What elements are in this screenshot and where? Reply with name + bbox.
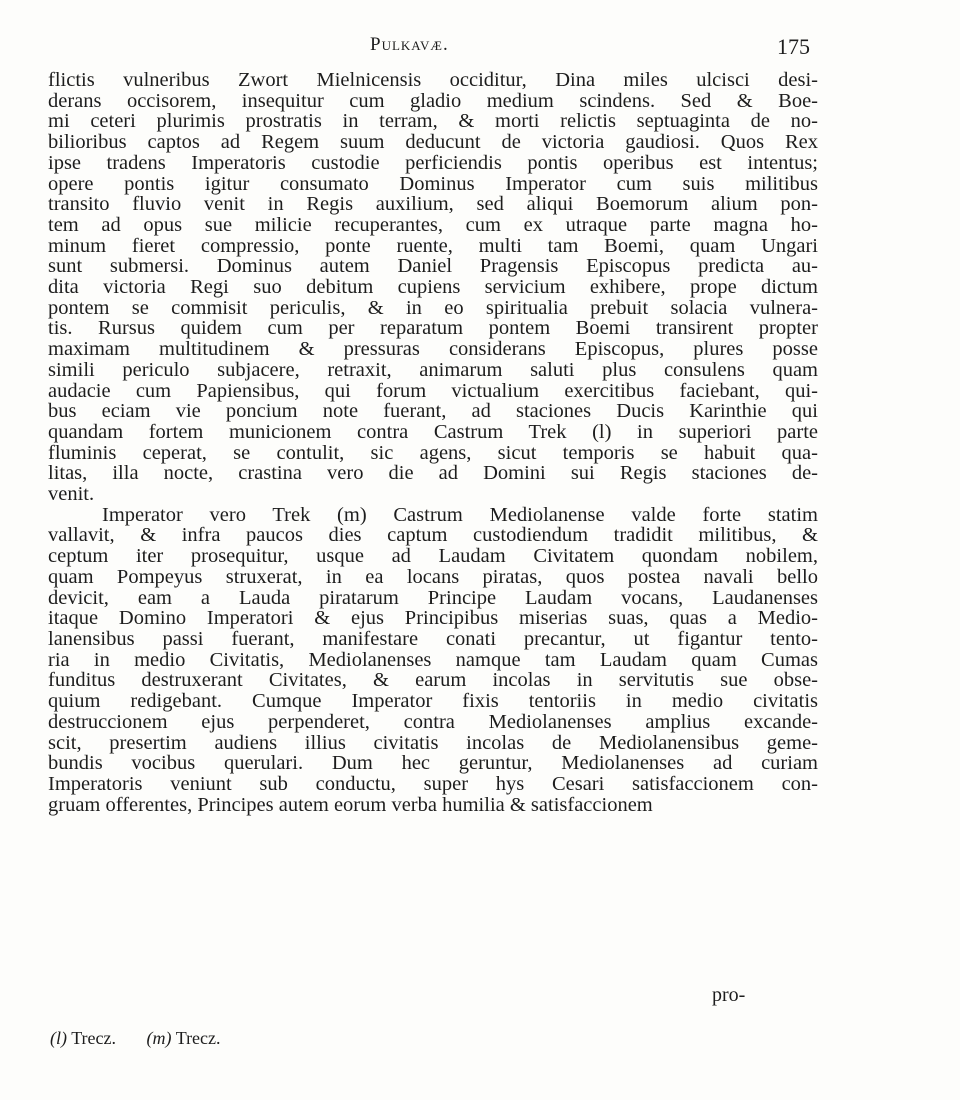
footnote-l: [50, 1028, 116, 1049]
text-line: quium redigebant. Cumque Imperator fixis tentoriis in medio civitatis: [48, 690, 818, 713]
text-line: maximam multitudinem & pressuras considerans Episcopus, plures posse: [48, 338, 818, 361]
text-line: quandam fortem municionem contra Castrum Trek (l) in superiori parte: [48, 420, 818, 443]
text-line: Imperator vero Trek (m) Castrum Mediolanense valde forte statim: [102, 503, 818, 526]
text-line: audacie cum Papiensibus, qui forum victualium exercitibus faciebant, qui-: [48, 379, 818, 402]
text-line: itaque Domino Imperatori & ejus Principibus miserias suas, quas a Medio-: [48, 607, 818, 630]
footnote-m: [147, 1028, 221, 1049]
text-line: transito fluvio venit in Regis auxilium, sed aliqui Boemorum alium pon-: [48, 193, 818, 216]
footnotes: [50, 1028, 750, 1049]
text-line: quam Pompeyus struxerat, in ea locans piratas, quos postea navali bello: [48, 565, 818, 588]
text-line: minum fieret compressio, ponte ruente, multi tam Boemi, quam Ungari: [48, 234, 818, 257]
footnote-mark: (l): [50, 1028, 67, 1048]
text-line: bilioribus captos ad Regem suum deducunt de victoria gaudiosi. Quos Rex: [48, 131, 818, 154]
text-line: litas, illa nocte, crastina vero die ad Domini sui Regis staciones de-: [48, 462, 818, 485]
text-line: mi ceteri plurimis prostratis in terram, & morti relictis septuaginta de no-: [48, 110, 818, 133]
text-line: ria in medio Civitatis, Mediolanenses namque tam Laudam quam Cumas: [48, 648, 818, 671]
text-line: gruam offerentes, Principes autem eorum verba humilia & satisfaccionem: [48, 793, 653, 816]
running-head: [0, 34, 960, 64]
catchword: pro-: [712, 984, 746, 1006]
text-line: tis. Rursus quidem cum per reparatum pontem Boemi transirent propter: [48, 317, 818, 340]
text-line: vallavit, & infra paucos dies captum custodiendum tradidit militibus, &: [48, 524, 818, 547]
text-line: fluminis ceperat, se contulit, sic agens, sicut temporis se habuit qua-: [48, 441, 818, 464]
footnote-text: Trecz.: [71, 1028, 117, 1048]
footnote-mark: (m): [146, 1028, 172, 1048]
text-line: simili periculo subjacere, retraxit, animarum saluti plus consulens quam: [48, 358, 818, 381]
body-text: [48, 70, 818, 815]
text-line: sunt submersi. Dominus autem Daniel Pragensis Episcopus predicta au-: [48, 255, 818, 278]
text-line: dita victoria Regi suo debitum cupiens servicium exhibere, prope dictum: [48, 276, 818, 299]
text-line: venit.: [48, 483, 95, 506]
text-line: bundis vocibus querulari. Dum hec geruntur, Mediolanenses ad curiam: [48, 752, 818, 775]
text-line: funditus destruxerant Civitates, & earum incolas in servitutis sue obse-: [48, 669, 818, 692]
text-line: devicit, eam a Lauda piratarum Principe Laudam vocans, Laudanenses: [48, 586, 818, 609]
text-line: lanensibus passi fuerant, manifestare conati precantur, ut figantur tento-: [48, 627, 818, 650]
page-number: 175: [777, 34, 810, 59]
text-line: derans occisorem, insequitur cum gladio medium scindens. Sed & Boe-: [48, 89, 818, 112]
footnote-text: Trecz.: [175, 1028, 221, 1048]
text-line: ipse tradens Imperatoris custodie perficiendis pontis operibus est intentus;: [48, 151, 818, 174]
text-line: opere pontis igitur consumato Dominus Imperator cum suis militibus: [48, 172, 818, 195]
text-line: Imperatoris veniunt sub conductu, super hys Cesari satisfaccionem con-: [48, 772, 818, 795]
text-line: ceptum iter prosequitur, usque ad Laudam Civitatem quondam nobilem,: [48, 545, 818, 568]
text-line: flictis vulneribus Zwort Mielnicensis occiditur, Dina miles ulcisci desi-: [48, 69, 818, 91]
text-line: pontem se commisit periculis, & in eo spiritualia prebuit solacia vulnera-: [48, 296, 818, 319]
text-line: scit, presertim audiens illius civitatis incolas de Mediolanensibus geme-: [48, 731, 818, 754]
text-line: tem ad opus sue milicie recuperantes, cum ex utraque parte magna ho-: [48, 213, 818, 236]
text-line: bus eciam vie poncium note fuerant, ad staciones Ducis Karinthie qui: [48, 400, 818, 423]
running-title: Pulkavæ.: [370, 34, 449, 55]
text-line: destruccionem ejus perpenderet, contra Mediolanenses amplius excande-: [48, 710, 818, 733]
